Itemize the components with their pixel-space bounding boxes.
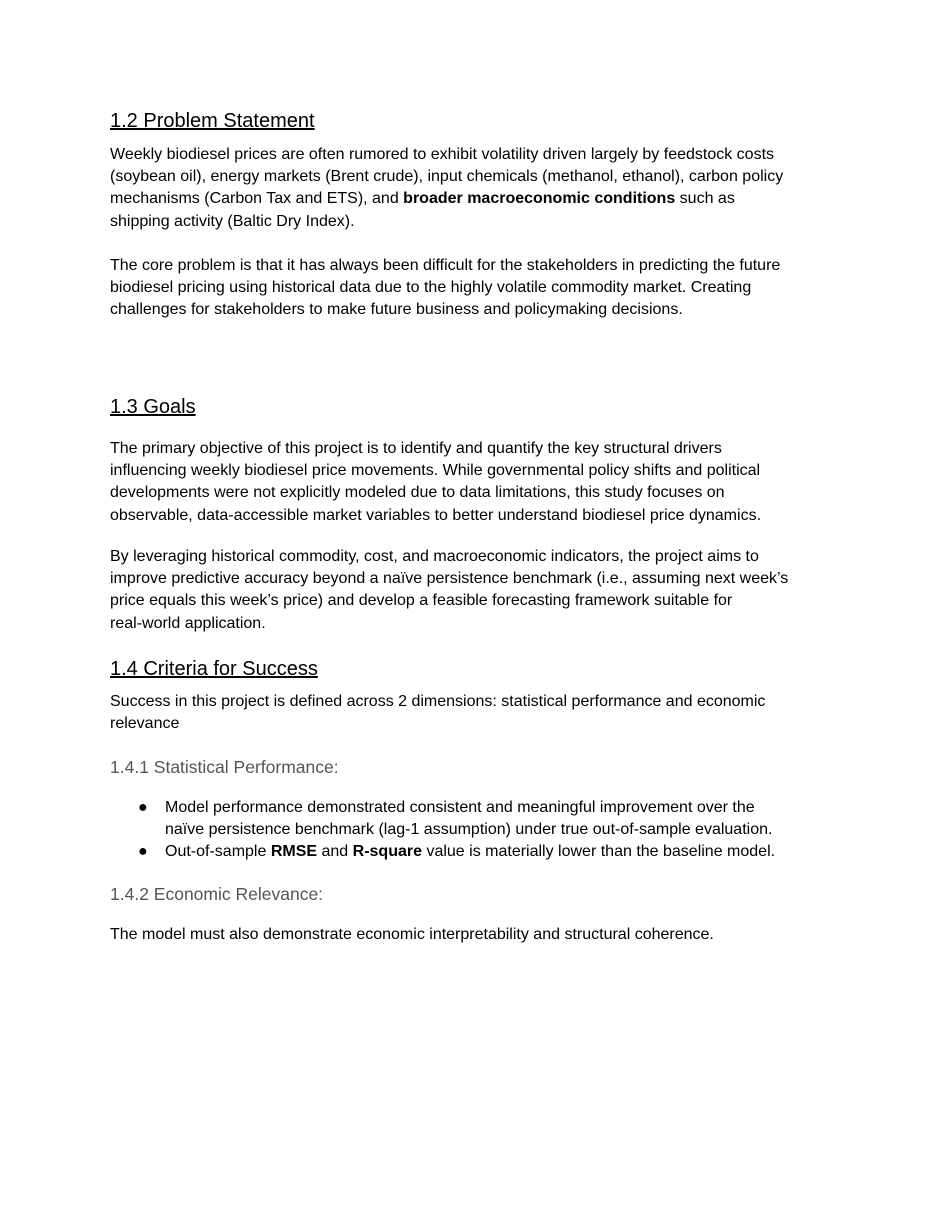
bold-rmse: RMSE bbox=[270, 843, 318, 861]
bold-r-square: R-square bbox=[352, 843, 422, 861]
list-item: ● Model performance demonstrated consistent and meaningful improvement over the naïve persistence benchmark (lag-1 assumption) under true out-of-sample evaluation. bbox=[138, 799, 773, 839]
goals-paragraph-1: The primary objective of this project is to identify and quantify the key structural drivers influencing weekly biodiesel price movements. While governmental policy shifts and political developments were not explicitly modeled due to data limitations, this study focuses on observable, data-accessible market variables to better understand biodiesel price dynamics. bbox=[110, 440, 762, 524]
bullet-icon: ● bbox=[138, 799, 148, 816]
list-item: ● Out-of-sample RMSE and R-square value is materially lower than the baseline model. bbox=[110, 841, 840, 863]
economic-relevance-text: The model must also demonstrate economic interpretability and structural coherence. bbox=[110, 926, 714, 943]
criteria-intro: Success in this project is defined across 2 dimensions: statistical performance and economic relevance bbox=[110, 693, 766, 733]
heading-statistical-performance: 1.4.1 Statistical Performance: bbox=[110, 757, 339, 777]
bold-macro-conditions: broader macroeconomic conditions bbox=[403, 190, 676, 208]
bullet-icon: ● bbox=[138, 843, 148, 861]
heading-problem-statement: 1.2 Problem Statement bbox=[110, 110, 315, 132]
goals-paragraph-2: By leveraging historical commodity, cost, and macroeconomic indicators, the project aims to improve predictive accuracy beyond a naïve persistence benchmark (i.e., assuming next week’s price equals this week’s price) and develop a feasible forecasting framework suitable for real-world application. bbox=[110, 548, 789, 632]
statistical-criteria-list bbox=[110, 797, 840, 864]
heading-goals: 1.3 Goals bbox=[110, 396, 196, 418]
problem-paragraph-1: Weekly biodiesel prices are often rumored to exhibit volatility driven largely by feedstock costs (soybean oil), energy markets (Brent crude), input chemicals (methanol, ethanol), carbon policy mechanisms (Carbon Tax and ETS), and broader macroeconomic conditions such as shipping activity (Baltic Dry Index). bbox=[110, 146, 784, 230]
problem-paragraph-2: The core problem is that it has always been difficult for the stakeholders in predicting the future biodiesel pricing using historical data due to the highly volatile commodity market. Creating challenges for stakeholders to make future business and policymaking decisions. bbox=[110, 257, 781, 319]
heading-criteria-for-success: 1.4 Criteria for Success bbox=[110, 658, 318, 680]
heading-economic-relevance: 1.4.2 Economic Relevance: bbox=[110, 884, 324, 904]
